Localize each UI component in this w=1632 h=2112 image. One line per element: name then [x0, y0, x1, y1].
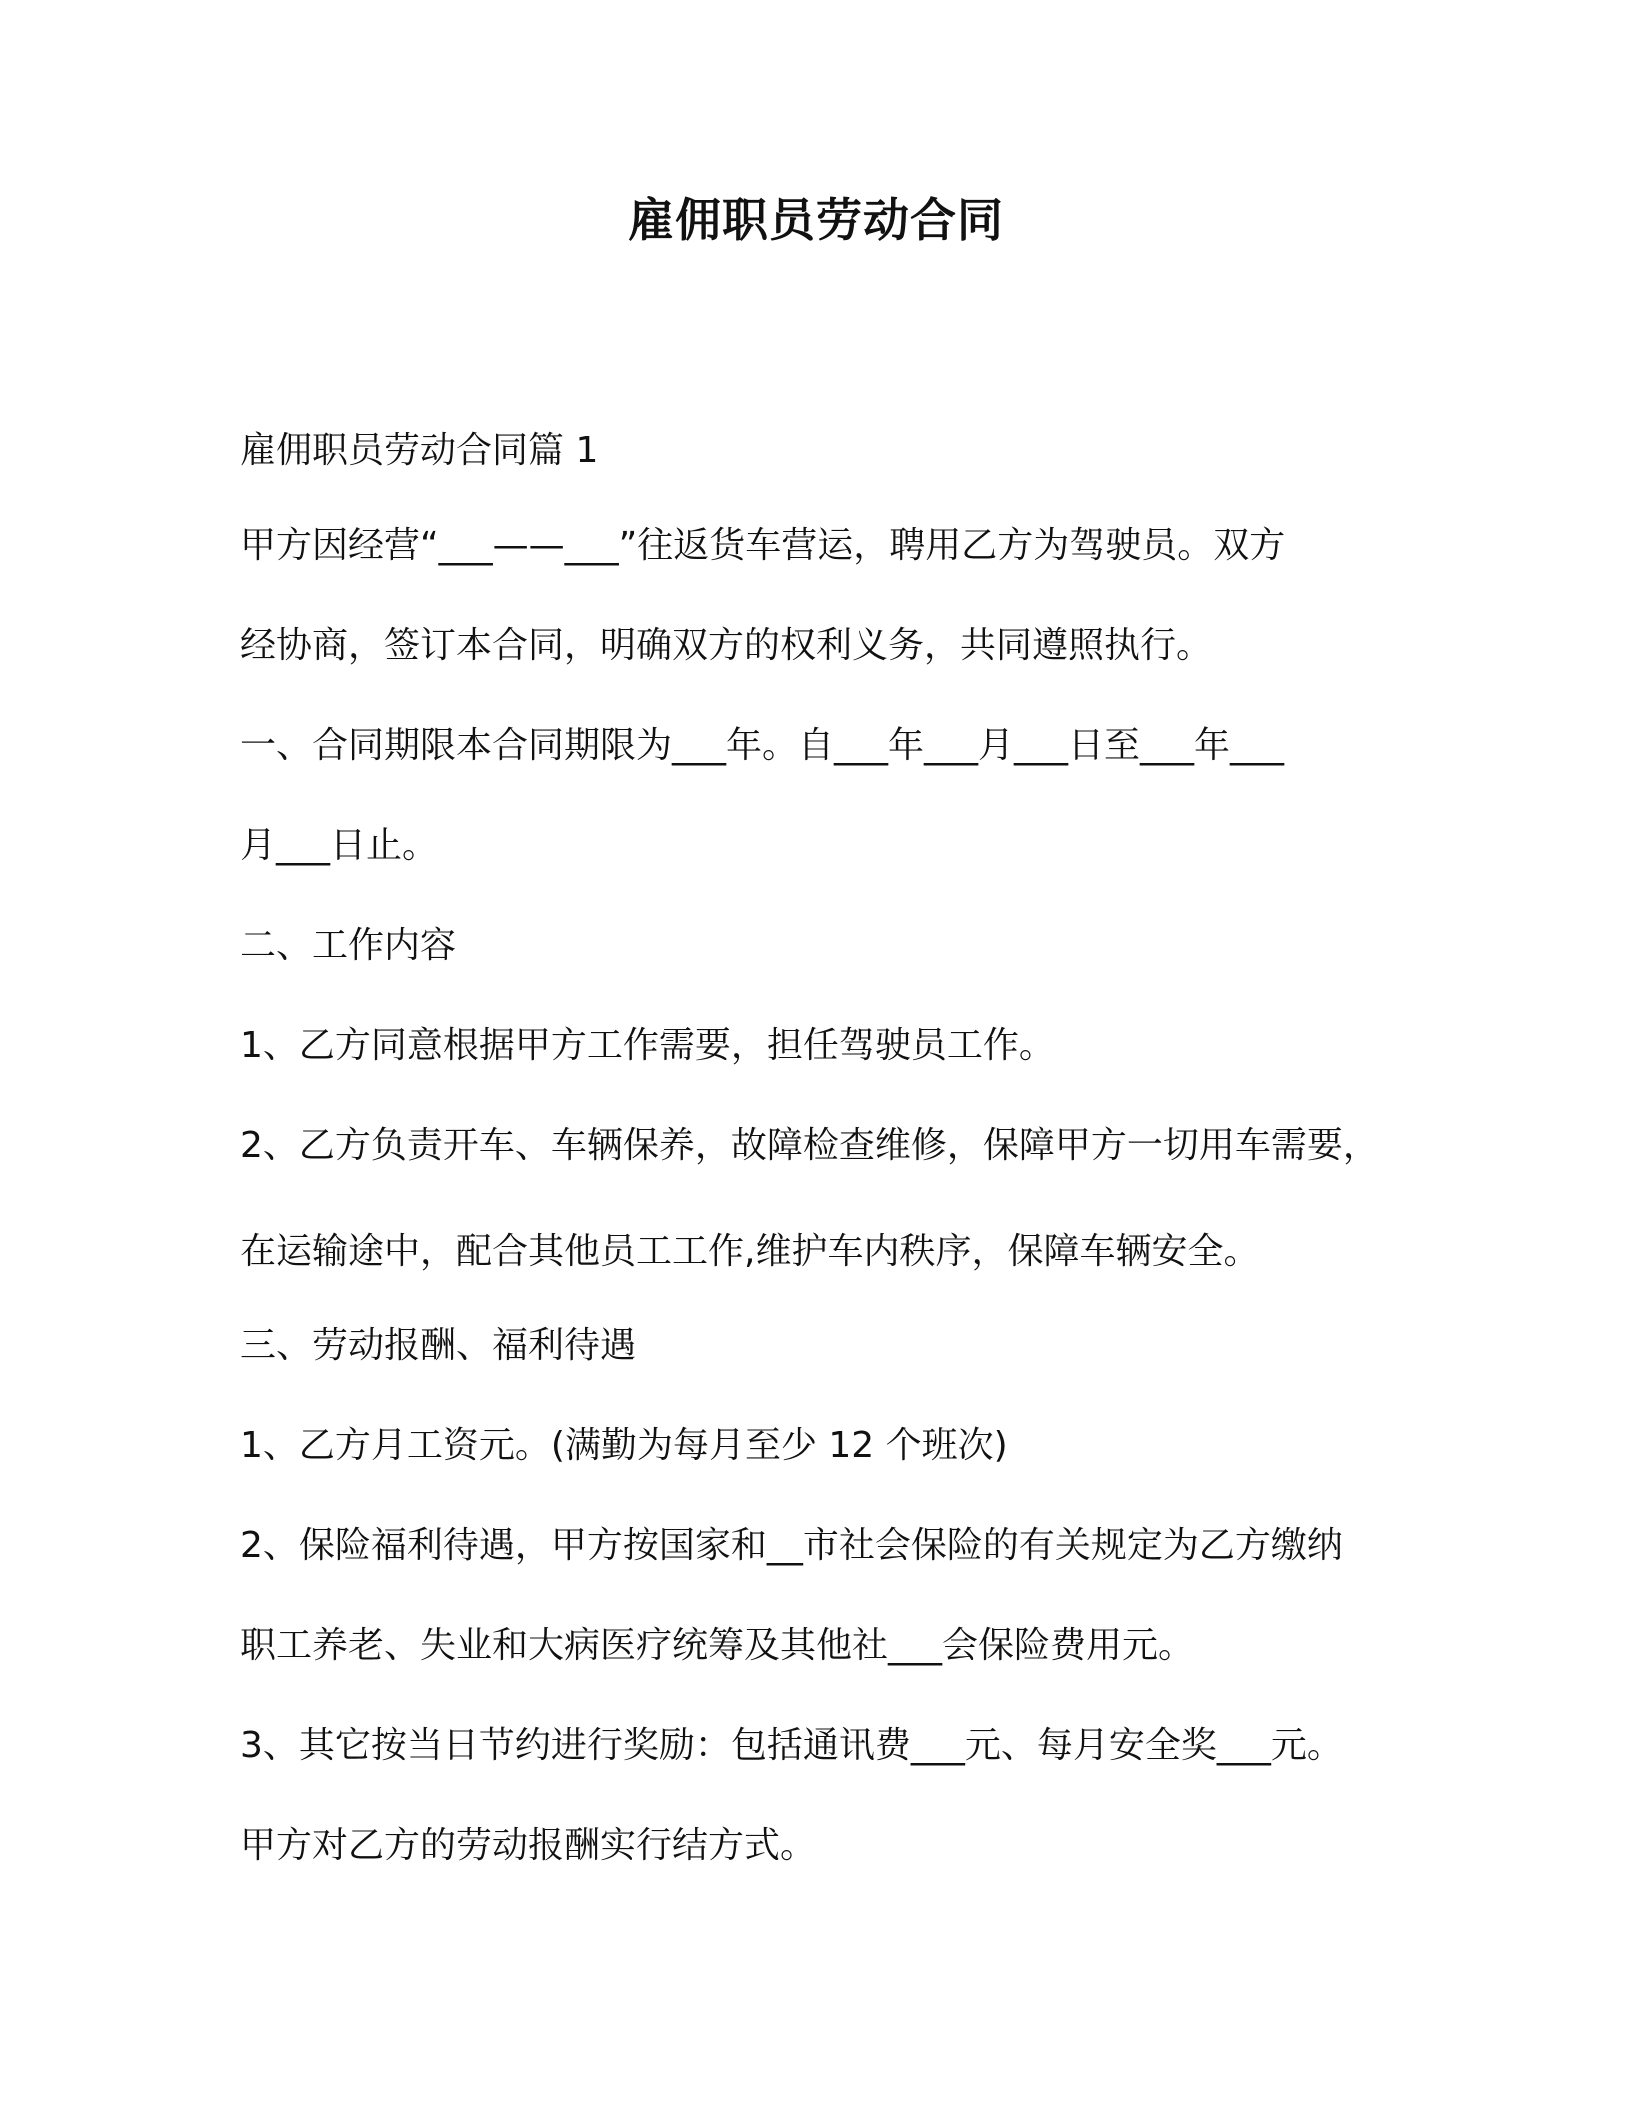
paragraph-line: 月___日止。	[240, 825, 439, 866]
paragraph-line: 2、乙方负责开车、车辆保养，故障检查维修，保障甲方一切用车需要，	[240, 1125, 1379, 1166]
paragraph-line: 2、保险福利待遇，甲方按国家和__市社会保险的有关规定为乙方缴纳	[240, 1525, 1343, 1566]
paragraph-line: 经协商，签订本合同，明确双方的权利义务，共同遵照执行。	[240, 625, 1213, 666]
paragraph-line: 1、乙方同意根据甲方工作需要，担任驾驶员工作。	[240, 1025, 1055, 1066]
paragraph-line: 甲方对乙方的劳动报酬实行结方式。	[240, 1825, 817, 1866]
paragraph-line: 3、其它按当日节约进行奖励：包括通讯费___元、每月安全奖___元。	[240, 1725, 1343, 1766]
clause-heading-remuneration: 三、劳动报酬、福利待遇	[240, 1325, 637, 1366]
clause-contract-term: 一、合同期限本合同期限为___年。自___年___月___日至___年___	[240, 725, 1285, 766]
paragraph-line: 1、乙方月工资元。(满勤为每月至少 12 个班次)	[240, 1425, 1008, 1466]
clause-heading-work-content: 二、工作内容	[240, 925, 457, 966]
paragraph-line: 在运输途中，配合其他员工工作,维护车内秩序，保障车辆安全。	[240, 1231, 1260, 1272]
paragraph-line: 职工养老、失业和大病医疗统筹及其他社___会保险费用元。	[240, 1625, 1195, 1666]
section-heading-part-1: 雇佣职员劳动合同篇 1	[240, 430, 599, 471]
document-title: 雇佣职员劳动合同	[628, 193, 1004, 247]
paragraph-line: 甲方因经营“___——___”往返货车营运，聘用乙方为驾驶员。双方	[240, 525, 1286, 566]
